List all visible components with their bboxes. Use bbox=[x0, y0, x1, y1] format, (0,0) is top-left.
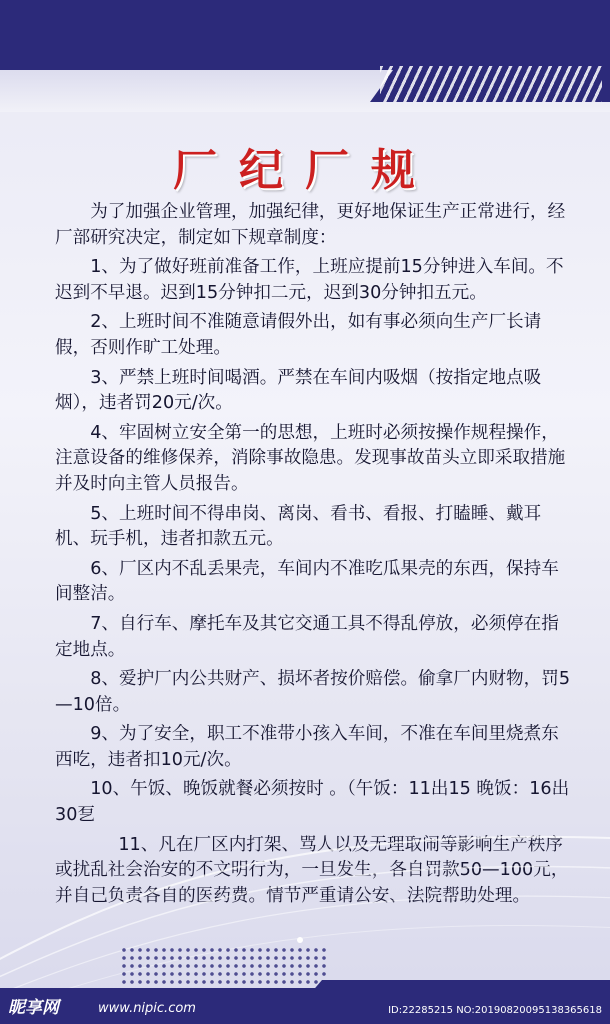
rule-9: 9、为了安全，职工不准带小孩入车间，不准在车间里烧煮东西吃，违者扣10元/次。 bbox=[55, 724, 559, 770]
dot-pattern bbox=[120, 946, 330, 988]
diagonal-stripes bbox=[380, 66, 602, 102]
watermark-brand: 昵享网 bbox=[8, 998, 59, 1018]
rule-4: 4、牢固树立安全第一的思想，上班时必须按操作规程操作，注意设备的维修保养，消除事故隐患。发现事故苗头立即采取措施并及时向主管人员报告。 bbox=[55, 422, 566, 494]
intro-paragraph: 为了加强企业管理，加强纪律，更好地保证生产正常进行，经厂部研究决定，制定如下规章制度： bbox=[55, 202, 566, 248]
watermark-url: www.nipic.com bbox=[98, 1001, 196, 1016]
rules-text bbox=[55, 200, 575, 913]
rule-6: 6、厂区内不乱丢果壳，车间内不准吃瓜果壳的东西，保持车间整洁。 bbox=[55, 558, 559, 605]
rule-1: 1、为了做好班前准备工作，上班应提前15分钟进入车间。不迟到不早退。迟到15分钟扣二元，迟到30分钟扣五元。 bbox=[55, 257, 564, 303]
rule-10: 10、午饭、晚饭就餐必须按时 。（午饭：11出15 晚饭：16出30乭 bbox=[55, 779, 570, 826]
rule-7: 7、自行车、摩托车及其它交通工具不得乱停放，必须停在指定地点。 bbox=[55, 613, 559, 660]
rule-11: 11、凡在厂区内打架、骂人以及无理取闹等影响生产秩序或扰乱社会治安的不文明行为，一旦发生，各自罚款50—100元，并自己负责各自的医药费。情节严重请公安、法院帮助处理。 bbox=[55, 834, 569, 906]
rule-3: 3、严禁上班时间喝酒。严禁在车间内吸烟（按指定地点吸烟），违者罚20元/次。 bbox=[55, 367, 542, 414]
rule-5: 5、上班时间不得串岗、离岗、看书、看报、打瞌睡、戴耳机、玩手机，违者扣款五元。 bbox=[55, 503, 542, 550]
page-title: 厂纪厂规 bbox=[173, 145, 437, 196]
image-id-text: ID:22285215 NO:20190820095138365618 bbox=[388, 1005, 602, 1016]
rule-2: 2、上班时间不准随意请假外出，如有事必须向生产厂长请假，否则作旷工处理。 bbox=[55, 312, 542, 358]
rule-8: 8、爱护厂内公共财产、损坏者按价赔偿。偷拿厂内财物，罚5—10倍。 bbox=[55, 669, 571, 715]
